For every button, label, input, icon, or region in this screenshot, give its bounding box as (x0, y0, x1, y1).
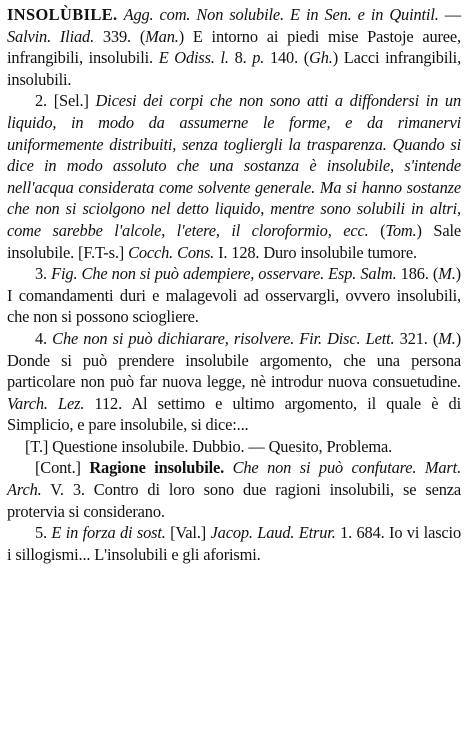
text-italic: Salvin. Iliad. (7, 26, 95, 46)
text-italic: Fig. Che non si può adempiere, osservare. Esp. Salm. (51, 264, 397, 284)
text-italic: M. (438, 328, 456, 348)
text-run: 140. ( (264, 48, 310, 68)
text-run: 112. Al settimo e ultimo argomento, il quale è di Simplicio, e pare insolubile, si dice:... (7, 393, 461, 435)
text-italic: Dicesi dei corpi che non sono atti a diffondersi in un liquido, in modo da assumerne le forme, e da rimanervi uniformemente distribuiti, senza togliergli la trasparenza. Quando si dice in modo assoluto che una sostanza è insolubile, s'intende nell'acqua considerata come solvente generale. Ma si hanno sostanze che non si sciolgono nel detto liquido, mentre sono solubili in altri, come sarebbe l'alcole, l'etere, il cloroformio, ecc. (7, 91, 462, 240)
text-italic: E in forza di sost. (51, 523, 166, 543)
text-italic: Cocch. Cons. (128, 242, 215, 262)
text-italic: M. (438, 264, 456, 284)
text-run: ) Sale insolubile. [F.T-s.] (7, 220, 461, 262)
phrase-bold: Ragione insolubile. (89, 458, 225, 478)
text-italic: Varch. Lez. (7, 393, 85, 413)
text-run: ) Donde si può prendere insolubile argomento, che una persona particolare non può far nuova legge, nè introdur nuova consuetudine. (7, 328, 461, 392)
text-run: ) E intorno ai piedi mise Pastoje auree, infrangibili, insolubili. (7, 26, 462, 68)
text-italic: Che non si può confutare. Mart. Arch. (7, 458, 462, 500)
dictionary-entry (7, 4, 461, 565)
text-italic: Agg. com. Non solubile. E in Sen. e in Quintil. (123, 5, 439, 24)
text-italic: Jacop. Laud. Etrur. (210, 523, 336, 543)
text-italic: Tom. (385, 220, 417, 240)
text-run: 186. ( (396, 264, 439, 284)
text-run: 1. 684. Io vi lascio i sillogismi... L'insolubili e gli aforismi. (7, 523, 462, 564)
text-run: ( (368, 220, 386, 240)
text-italic: Che non si può dichiarare, risolvere. Fir. Disc. Lett. (52, 328, 395, 348)
text-run: 3. (35, 264, 52, 284)
text-run: 8. (228, 48, 253, 68)
text-run: 321. ( (394, 328, 439, 348)
sense-2 (7, 90, 461, 263)
sense-ragione-insolubile (7, 457, 461, 522)
text-run: [T.] Questione insolubile. Dubbio. — Quesito, Problema. (25, 436, 393, 456)
text-italic: Man. (145, 26, 179, 46)
text-run: 339. ( (94, 26, 146, 46)
text-italic: Gh. (309, 48, 333, 68)
text-italic: E Odiss. l. (158, 48, 229, 68)
text-run: V. 3. Contro di loro sono due ragioni insolubili, se senza protervia si considerano. (7, 480, 461, 521)
text-run: [Cont.] (35, 458, 90, 478)
text-run: 5. (35, 523, 52, 543)
text-italic: p. (252, 48, 265, 68)
text-run: — (438, 5, 461, 24)
sense-4 (7, 328, 461, 436)
text-run: 4. (35, 328, 53, 348)
text-run: ) Lacci infrangibili, insolubili. (7, 48, 462, 89)
headword: INSOLÙBILE. (7, 5, 118, 24)
sense-3 (7, 263, 461, 328)
text-run (224, 458, 233, 477)
sense-4-note (7, 436, 461, 458)
entry-definition (7, 4, 461, 90)
sense-5 (7, 522, 461, 565)
text-run: I. 128. Duro insolubile tumore. (214, 242, 417, 262)
text-run: [Val.] (165, 523, 211, 543)
text-run: ) I comandamenti duri e malagevoli ad osservargli, ovvero insolubili, che non si possono sciogliere. (7, 264, 461, 327)
text-run: 2. [Sel.] (35, 91, 96, 111)
